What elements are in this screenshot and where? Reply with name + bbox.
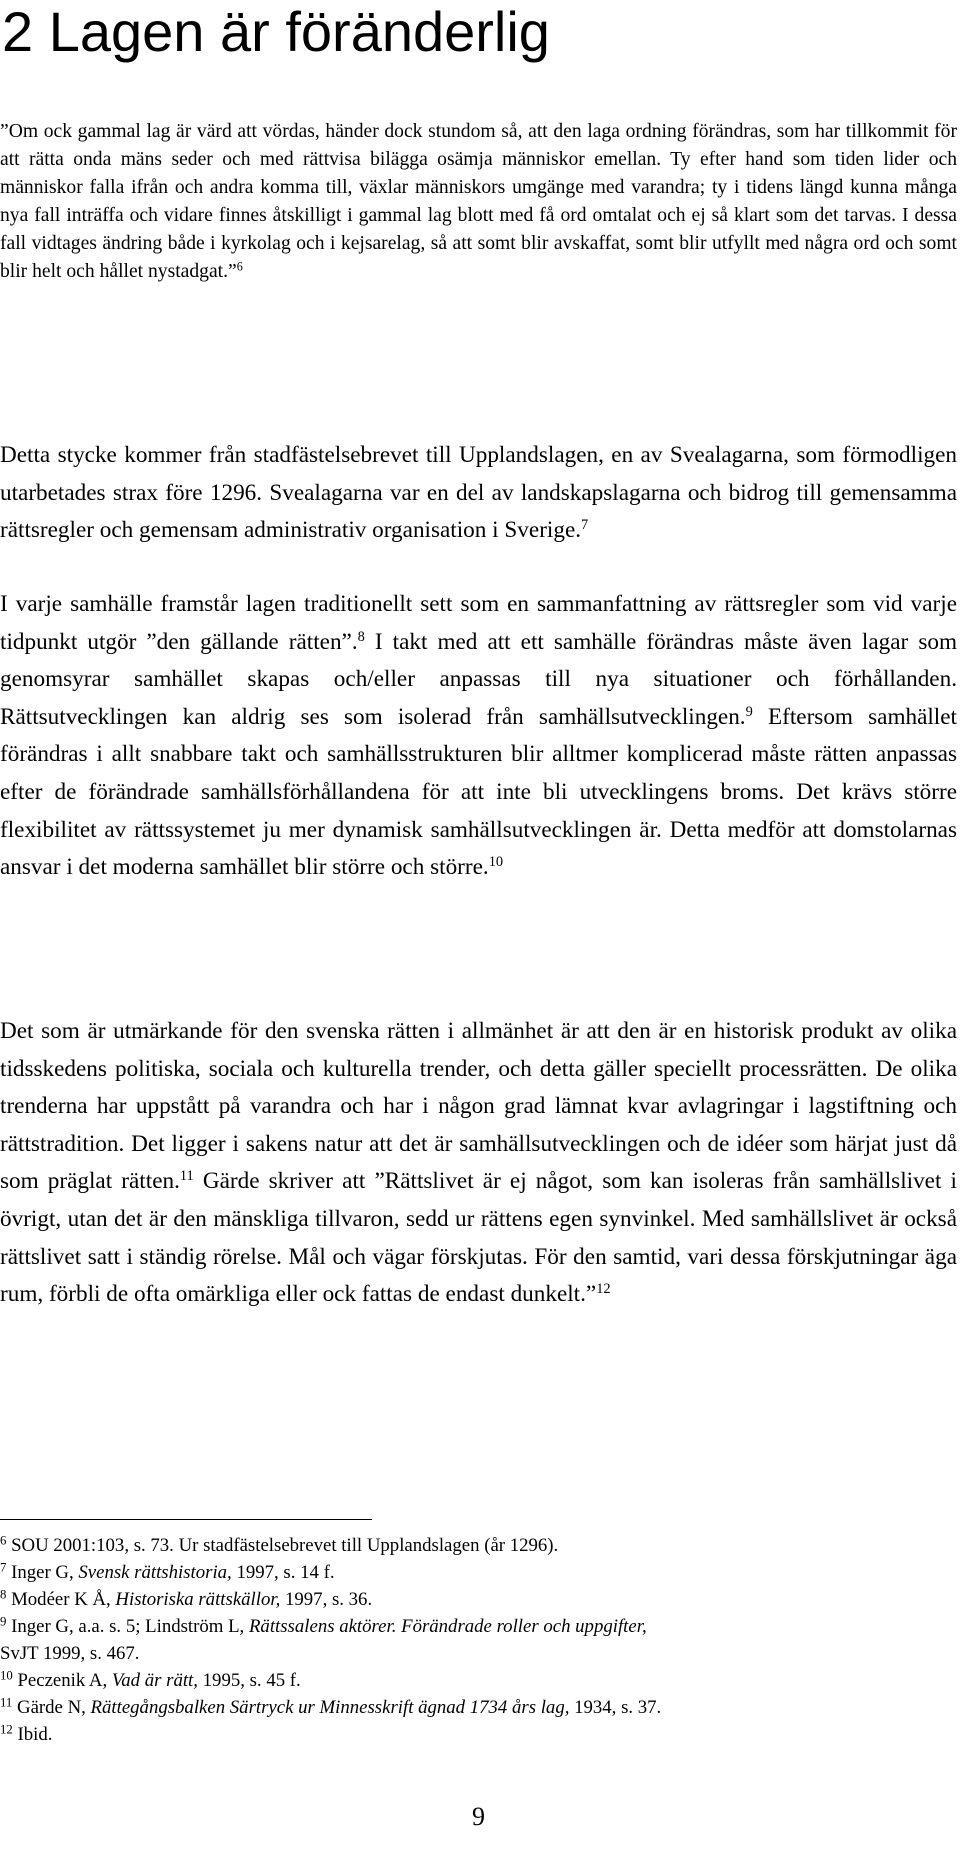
footnote-9	[0, 1613, 957, 1667]
footnote-text: Modéer K Å,	[11, 1589, 116, 1610]
footnote-text: Inger G, a.a. s. 5; Lindström L,	[11, 1616, 249, 1637]
footnote-number: 7	[0, 1560, 7, 1575]
footnote-text-continued: SvJT 1999, s. 467.	[0, 1643, 140, 1664]
opening-quote	[0, 118, 957, 287]
paragraph-1	[0, 437, 957, 550]
footnote-number: 8	[0, 1587, 7, 1602]
footnote-ref-6[interactable]: 6	[236, 259, 243, 274]
footnote-title: Historiska rättskällor,	[115, 1589, 281, 1610]
footnote-text: Peczenik A,	[17, 1670, 112, 1691]
footnote-number: 9	[0, 1614, 7, 1629]
paragraph-2-text-c: Eftersom samhället förändras i allt snabbare takt och samhällsstrukturen blir alltmer komplicerad måste rätten anpassas efter de förändrade samhällsförhållandena för att inte bli utvecklingens broms. Det krävs större flexibilitet av rättssystemet ju mer dynamisk samhällsutvecklingen är. Detta medför att domstolarnas ansvar i det moderna samhället blir större och större.	[0, 703, 957, 881]
footnote-number: 11	[0, 1695, 13, 1710]
footnote-text: 1997, s. 14 f.	[231, 1562, 335, 1583]
footnote-6	[0, 1532, 957, 1559]
footnote-7	[0, 1559, 957, 1586]
footnote-text: 1995, s. 45 f.	[197, 1670, 301, 1691]
paragraph-2-text-b: I takt med att ett samhälle förändras måste även lagar som genomsyrar samhället skapas och/eller anpassas till nya situationer och förhållanden. Rättsutvecklingen kan aldrig ses som isolerad från samhällsutvecklingen.	[0, 628, 957, 730]
footnote-ref-8[interactable]: 8	[357, 628, 365, 645]
footnotes	[0, 1532, 957, 1748]
footnote-text: SOU 2001:103, s. 73. Ur stadfästelsebrevet till Upplandslagen (år 1296).	[11, 1535, 559, 1556]
footnote-text: 1934, s. 37.	[569, 1697, 662, 1718]
footnote-title: Rättegångsbalken Särtryck ur Minnesskrift ägnad 1734 års lag,	[90, 1697, 570, 1718]
footnote-ref-12[interactable]: 12	[596, 1281, 611, 1298]
footnote-title: Vad är rätt,	[111, 1670, 198, 1691]
footnote-8	[0, 1586, 957, 1613]
quote-text: ”Om ock gammal lag är värd att vördas, händer dock stundom så, att den laga ordning förändras, som har tillkommit för att rätta onda mäns seder och med rättvisa bilägga osämja människor emellan. Ty efter hand som tiden lider och människor falla ifrån och andra komma till, växlar människors umgänge med varandra; ty i tidens längd kunna många nya fall inträffa och vidare finnes åtskilligt i gammal lag blott med få ord omtalat och ej så klart som det tarvas. I dessa fall vidtages ändring både i kyrkolag och i kejsarelag, så att somt blir avskaffat, somt blir utfyllt med några ord och somt blir helt och hållet nystadgat.”	[0, 121, 957, 283]
footnote-title: Rättssalens aktörer. Förändrade roller och uppgifter,	[248, 1616, 647, 1637]
footnote-number: 10	[0, 1668, 13, 1683]
chapter-heading: 2 Lagen är föränderlig	[2, 0, 550, 63]
footnote-text: Ibid.	[17, 1724, 53, 1745]
footnote-ref-9[interactable]: 9	[745, 703, 753, 720]
paragraph-3	[0, 1013, 957, 1314]
footnote-ref-11[interactable]: 11	[179, 1168, 194, 1185]
footnote-ref-7[interactable]: 7	[581, 517, 589, 534]
footnote-title: Svensk rättshistoria,	[78, 1562, 232, 1583]
page-number: 9	[472, 1802, 485, 1831]
paragraph-2	[0, 586, 957, 887]
footnote-10	[0, 1667, 957, 1694]
footnote-number: 12	[0, 1722, 13, 1737]
footnote-text: Gärde N,	[17, 1697, 91, 1718]
footnote-number: 6	[0, 1533, 7, 1548]
footnote-divider	[0, 1519, 372, 1520]
paragraph-1-text: Detta stycke kommer från stadfästelsebrevet till Upplandslagen, en av Svealagarna, som förmodligen utarbetades strax före 1296. Svealagarna var en del av landskapslagarna och bidrog till gemensamma rättsregler och gemensam administrativ organisation i Sverige.	[0, 442, 957, 544]
footnote-text: Inger G,	[11, 1562, 79, 1583]
footnote-11	[0, 1694, 957, 1721]
paragraph-3-text-a: Det som är utmärkande för den svenska rätten i allmänhet är att den är en historisk produkt av olika tidsskedens politiska, sociala och kulturella trender, och detta gäller speciellt processrätten. De olika trenderna har uppstått på varandra och har i någon grad lämnat kvar avlagringar i lagstiftning och rättstradition. Det ligger i sakens natur att det är samhällsutvecklingen och de idéer som härjat just då som präglat rätten.	[0, 1018, 957, 1195]
paragraph-3-text-b: Gärde skriver att ”Rättslivet är ej något, som kan isoleras från samhällslivet i övrigt, utan det är den mänskliga tillvaron, sedd ur rättens egen synvinkel. Med samhällslivet är också rättslivet satt i ständig rörelse. Mål och vägar förskjutas. För den samtid, vari dessa förskjutningar äga rum, förbli de ofta omärkliga eller ock fattas de endast dunkelt.”	[0, 1168, 957, 1308]
footnote-ref-10[interactable]: 10	[488, 854, 504, 871]
footnote-text: 1997, s. 36.	[280, 1589, 373, 1610]
footnote-12	[0, 1721, 957, 1748]
paragraph-2-text-a: I varje samhälle framstår lagen traditionellt sett som en sammanfattning av rättsregler som vid varje tidpunkt utgör ”den gällande rätten”.	[0, 591, 957, 655]
